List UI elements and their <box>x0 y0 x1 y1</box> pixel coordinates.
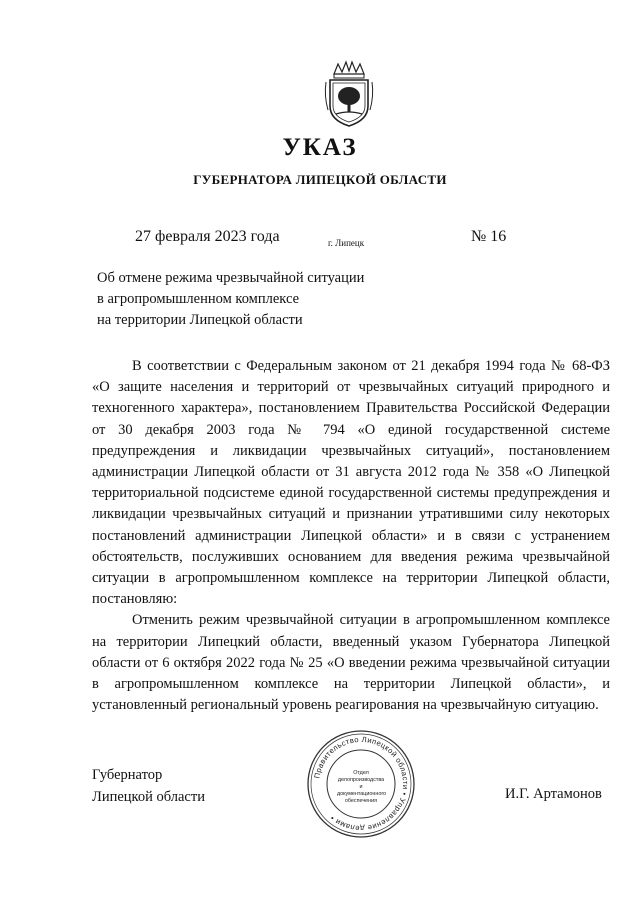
signatory-position <box>92 764 205 808</box>
signatory-position-line: Губернатор <box>92 767 163 783</box>
subject-line: Об отмене режима чрезвычайной ситуации <box>97 270 365 286</box>
document-subtitle: ГУБЕРНАТОРА ЛИПЕЦКОЙ ОБЛАСТИ <box>193 172 447 187</box>
document-body <box>92 356 610 716</box>
document-number: № 16 <box>471 228 507 245</box>
document-city: г. Липецк <box>328 238 365 248</box>
stamp-center-text <box>337 770 385 805</box>
stamp-ring-text: Правительство Липецкой области • Управление делами • <box>312 734 411 834</box>
document-title: УКАЗ <box>282 134 358 161</box>
stamp-line: документационного <box>337 791 387 797</box>
signatory-position-line: Липецкой области <box>92 789 205 805</box>
subject-line: на территории Липецкой области <box>97 312 303 328</box>
body-paragraph: Отменить режим чрезвычайной ситуации в агропромышленном комплексе на территории Липецкий области, введенный указом Губернатора Липецкой области от 6 октября 2022 года № 25 «О введении режима чрезвычайной ситуации в агропромышленном комплексе на территории Липецкой области», и установленный региональный уровень реагирования на чрезвычайную ситуацию. <box>92 612 610 714</box>
stamp-line: обеспечения <box>344 798 378 804</box>
body-paragraph: В соответствии с Федеральным законом от 21 декабря 1994 года № 68-ФЗ «О защите населения и территорий от чрезвычайных ситуаций природного и техногенного характера», постановлением Правительства Российской Федерации от 30 декабря 2003 года № 794 «О единой государственной системе предупреждения и ликвидации чрезвычайных ситуаций», постановлением администрации Липецкой области от 31 августа 2012 года № 358 «О Липецкой территориальной подсистеме единой государственной системы предупреждения и ликвидации чрезвычайных ситуаций и признании утратившими силу некоторых постановлений администрации Липецкой области» и в связи с устранением обстоятельств, послуживших основанием для введения режима чрезвычайной ситуации в агропромышленном комплексе на территории Липецкой области, постановляю: <box>92 358 610 608</box>
stamp-line: делопроизводства и <box>337 777 385 790</box>
signatory-name: И.Г. Артамонов <box>505 786 602 802</box>
subject-line: в агропромышленном комплексе <box>97 291 300 307</box>
document-subject <box>97 268 417 331</box>
stamp-line: Отдел <box>353 770 369 776</box>
document-date: 27 февраля 2023 года <box>135 228 280 245</box>
coat-of-arms-emblem <box>322 60 376 128</box>
